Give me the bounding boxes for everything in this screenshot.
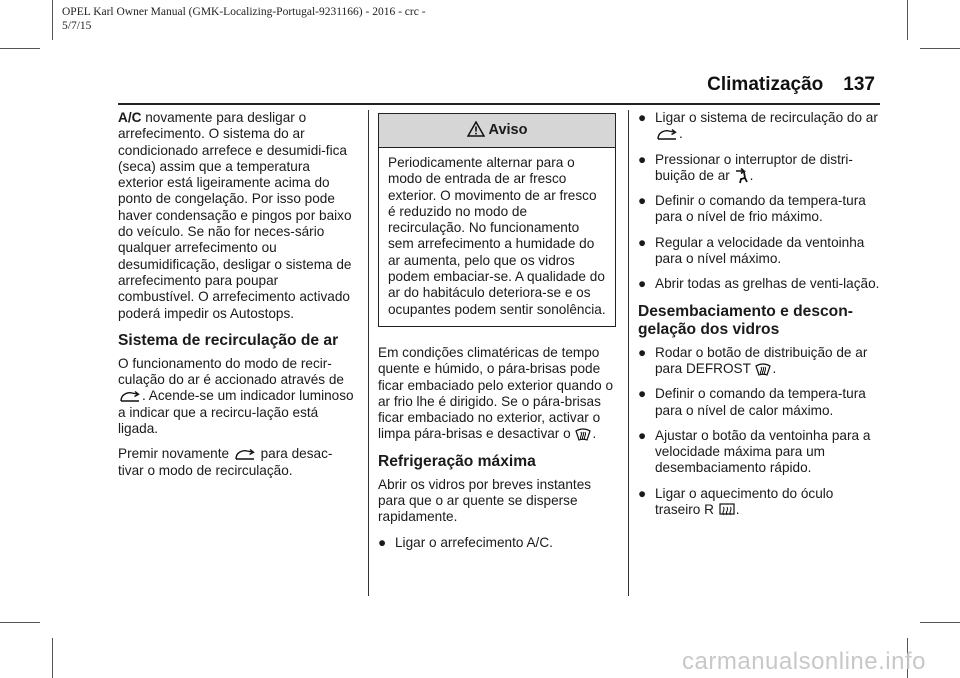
crop-mark bbox=[52, 638, 53, 678]
column-divider bbox=[628, 110, 629, 596]
bullet: ● bbox=[378, 534, 387, 550]
list-item bbox=[638, 428, 882, 477]
heading-recirculation: Sistema de recirculação de ar bbox=[118, 331, 339, 349]
bullet: ● bbox=[638, 485, 647, 501]
bullet: ● bbox=[638, 234, 647, 250]
list-item-text: Ligar o aquecimento do óculo traseiro R bbox=[655, 485, 834, 518]
rear-window-heater-icon bbox=[719, 503, 735, 518]
crop-mark bbox=[0, 48, 40, 49]
crop-mark bbox=[920, 622, 960, 623]
list-item-text: Regular a velocidade da ventoinha para o nível máximo. bbox=[655, 234, 865, 267]
list-item-text: Pressionar o interruptor de distri-buição de ar bbox=[655, 151, 853, 183]
bullet: ● bbox=[638, 151, 647, 167]
bullet: ● bbox=[638, 193, 647, 209]
paragraph-text: Em condições climatéricas de tempo quente e húmido, o pára-brisas pode ficar embaciado pelo exterior quando o ar frio lhe é dirigido. Se o pára-brisas ficar embaciado no exterior, activar o limpa pára-brisas e desactivar o bbox=[378, 344, 614, 442]
list-item bbox=[638, 276, 882, 292]
paragraph-text: . bbox=[592, 426, 597, 442]
recirculation-icon bbox=[656, 128, 678, 142]
paragraph-text: . Acende-se um indicador luminoso a indicar que a recircu-lação está ligada. bbox=[118, 388, 354, 437]
column-3 bbox=[638, 110, 882, 527]
list-item-text: . bbox=[749, 167, 754, 183]
section-title: Climatização bbox=[707, 74, 824, 95]
paragraph-text: novamente para desligar o arrefecimento. O sistema do ar condicionado arrefece e desumidi-fica (seca) assim que a temperatura exterior está ligeiramente acima do ponto de congelação. Por isso pode haver condensação e pingos por baixo do veículo. Se não for neces-sário qualquer arrefecimento ou desumidificação, desligar o sistema de arrefecimento para poupar combustível. O arrefecimento activado poderá impedir os Autostops. bbox=[118, 110, 352, 321]
paragraph-text: Premir novamente bbox=[118, 446, 233, 462]
list-item-text: Rodar o botão de distribuição de ar para DEFROST bbox=[655, 344, 868, 376]
list-item-text: Abrir todas as grelhas de venti-lação. bbox=[655, 276, 880, 292]
column-2 bbox=[378, 110, 616, 560]
header-rule bbox=[118, 103, 880, 105]
crop-mark bbox=[907, 0, 908, 40]
crop-mark bbox=[920, 48, 960, 49]
paragraph bbox=[118, 446, 356, 479]
list-item-text: Ligar o arrefecimento A/C. bbox=[395, 534, 553, 550]
warning-title-text: Aviso bbox=[488, 122, 528, 138]
list-item bbox=[638, 235, 882, 268]
paragraph bbox=[118, 110, 356, 322]
list-item-text: Ligar o sistema de recirculação do ar bbox=[655, 110, 878, 125]
list-item bbox=[638, 486, 882, 519]
crop-mark bbox=[0, 622, 40, 623]
air-distribution-icon bbox=[735, 168, 749, 184]
list-item-text: Definir o comando da tempera-tura para o nível de calor máximo. bbox=[655, 386, 866, 418]
bullet-list bbox=[638, 345, 882, 519]
paragraph bbox=[378, 345, 616, 443]
list-item bbox=[638, 152, 882, 185]
bullet: ● bbox=[638, 386, 647, 402]
list-item bbox=[378, 535, 616, 551]
crop-mark bbox=[52, 0, 53, 40]
column-divider bbox=[368, 110, 369, 596]
recirculation-icon bbox=[234, 448, 256, 462]
recirculation-icon bbox=[119, 390, 141, 404]
heading-max-cooling: Refrigeração máxima bbox=[378, 452, 536, 470]
list-item bbox=[638, 386, 882, 419]
warning-box bbox=[378, 113, 616, 327]
list-item bbox=[638, 193, 882, 226]
column-1 bbox=[118, 110, 356, 488]
bullet-list bbox=[638, 110, 882, 293]
paragraph: Abrir os vidros por breves instantes para que o ar quente se disperse rapidamente. bbox=[378, 476, 592, 525]
warning-triangle-icon bbox=[467, 121, 485, 137]
ac-label: A/C bbox=[118, 110, 142, 125]
document-meta: OPEL Karl Owner Manual (GMK-Localizing-Portugal-9231166) - 2016 - crc - 5/7/15 bbox=[62, 6, 426, 32]
list-item-text: . bbox=[772, 360, 777, 376]
list-item-text: Ajustar o botão da ventoinha para a velocidade máxima para um desembaciamento rápido. bbox=[655, 427, 871, 476]
heading-defrost: Desembaciamento e descon-gelação dos vidros bbox=[638, 302, 853, 338]
warning-title bbox=[379, 114, 615, 148]
paragraph bbox=[118, 356, 356, 437]
page-header bbox=[707, 74, 875, 96]
paragraph-text: O funcionamento do modo de recir-culação do ar é accionado através de bbox=[118, 355, 344, 388]
windshield-defrost-icon bbox=[755, 362, 771, 377]
bullet-list bbox=[378, 535, 616, 551]
bullet: ● bbox=[638, 110, 647, 125]
windshield-defrost-icon bbox=[575, 427, 591, 442]
list-item-text: . bbox=[679, 126, 683, 142]
list-item-text: . bbox=[735, 502, 740, 518]
bullet: ● bbox=[638, 427, 647, 443]
bullet: ● bbox=[638, 344, 647, 360]
bullet: ● bbox=[638, 276, 647, 292]
list-item bbox=[638, 110, 882, 143]
warning-text: Periodicamente alternar para o modo de entrada de ar fresco exterior. O movimento de ar fresco é reduzido no modo de recirculação. No funcionamento sem arrefecimento a humidade do ar aumenta, pelo que os vidros podem embaciar-se. A qualidade do ar do habitáculo deteriora-se e os ocupantes podem sentir sonolência. bbox=[388, 155, 606, 317]
list-item bbox=[638, 345, 882, 378]
page-number: 137 bbox=[843, 74, 875, 95]
paragraph-text: para desac-tivar o modo de recirculação. bbox=[118, 446, 333, 478]
list-item-text: Definir o comando da tempera-tura para o nível de frio máximo. bbox=[655, 193, 866, 225]
watermark: carmanualsonline.info bbox=[682, 648, 926, 675]
